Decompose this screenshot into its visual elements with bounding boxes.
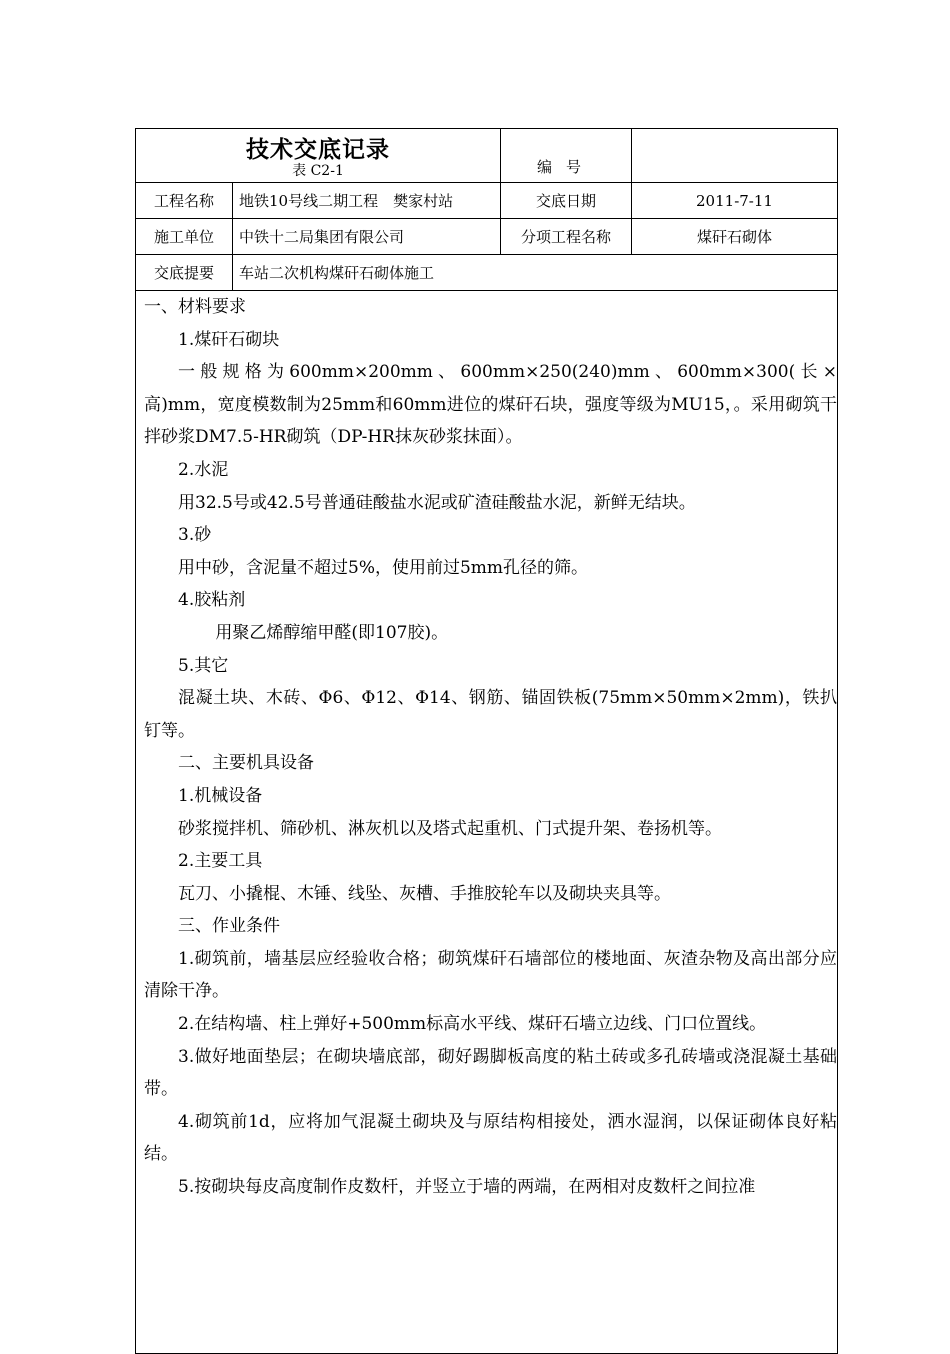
subsection-heading: 1.煤矸石砌块 (178, 329, 280, 350)
number-value (632, 129, 838, 183)
table-row (136, 183, 838, 219)
form-code: 表 C2-1 (292, 163, 344, 179)
briefing-content (135, 291, 838, 1354)
paragraph: 4.砌筑前1d，应将加气混凝土砌块及与原结构相接处，洒水湿润，以保证砌体良好粘结。 (144, 1111, 837, 1165)
summary-value: 车站二次机构煤矸石砌体施工 (233, 255, 838, 291)
subsection-heading: 2.主要工具 (178, 851, 263, 872)
tech-briefing-form (135, 128, 838, 1354)
paragraph: 5.按砌块每皮高度制作皮数杆，并竖立于墙的两端，在两相对皮数杆之间拉准 (178, 1177, 756, 1198)
paragraph: 瓦刀、小撬棍、木锤、线坠、灰槽、手推胶轮车以及砌块夹具等。 (178, 883, 671, 904)
section-heading: 三、作业条件 (178, 916, 280, 937)
table-row (136, 219, 838, 255)
form-title: 技术交底记录 (246, 136, 390, 163)
subsection-heading: 3.砂 (178, 525, 212, 546)
contractor-value: 中铁十二局集团有限公司 (233, 219, 501, 255)
section-heading: 一、材料要求 (144, 297, 246, 317)
subsection-heading: 5.其它 (178, 655, 229, 676)
paragraph: 一般规格为600mm×200mm、600mm×250(240)mm、600mm×300(长×高)mm，宽度模数制为25mm和60mm进位的煤矸石块，强度等级为MU15，。采用砌筑干拌砂浆DM7.5-HR砌筑（DP-HR抹灰砂浆抹面）。 (144, 362, 837, 448)
paragraph: 用中砂，含泥量不超过5%，使用前过5mm孔径的筛。 (178, 557, 589, 578)
subsection-heading: 2.水泥 (178, 459, 229, 480)
header-table (135, 128, 838, 291)
paragraph: 砂浆搅拌机、筛砂机、淋灰机以及塔式起重机、门式提升架、卷扬机等。 (178, 818, 722, 839)
paragraph: 2.在结构墙、柱上弹好+500mm标高水平线、煤矸石墙立边线、门口位置线。 (178, 1014, 767, 1035)
summary-label: 交底提要 (136, 255, 233, 291)
paragraph: 3.做好地面垫层；在砌块墙底部，砌好踢脚板高度的粘土砖或多孔砖墙或浇混凝土基础带。 (144, 1046, 837, 1100)
briefing-date-value: 2011-7-11 (632, 183, 838, 219)
paragraph: 用32.5号或42.5号普通硅酸盐水泥或矿渣硅酸盐水泥，新鲜无结块。 (178, 492, 696, 513)
project-name-value: 地铁10号线二期工程 樊家村站 (233, 183, 501, 219)
sub-project-label: 分项工程名称 (501, 219, 632, 255)
subsection-heading: 1.机械设备 (178, 785, 263, 806)
project-name-label: 工程名称 (136, 183, 233, 219)
briefing-date-label: 交底日期 (501, 183, 632, 219)
contractor-label: 施工单位 (136, 219, 233, 255)
paragraph: 1.砌筑前，墙基层应经验收合格；砌筑煤矸石墙部位的楼地面、灰渣杂物及高出部分应清除干净。 (144, 948, 837, 1002)
paragraph: 用聚乙烯醇缩甲醛(即107胶)。 (215, 622, 449, 643)
paragraph: 混凝土块、木砖、Φ6、Φ12、Φ14、钢筋、锚固铁板(75mm×50mm×2mm)，铁扒钉等。 (144, 688, 837, 741)
section-heading: 二、主要机具设备 (178, 753, 314, 774)
sub-project-value: 煤矸石砌体 (632, 219, 838, 255)
title-cell (136, 129, 501, 183)
table-row (136, 255, 838, 291)
subsection-heading: 4.胶粘剂 (178, 590, 246, 611)
number-label: 编号 (501, 129, 632, 183)
